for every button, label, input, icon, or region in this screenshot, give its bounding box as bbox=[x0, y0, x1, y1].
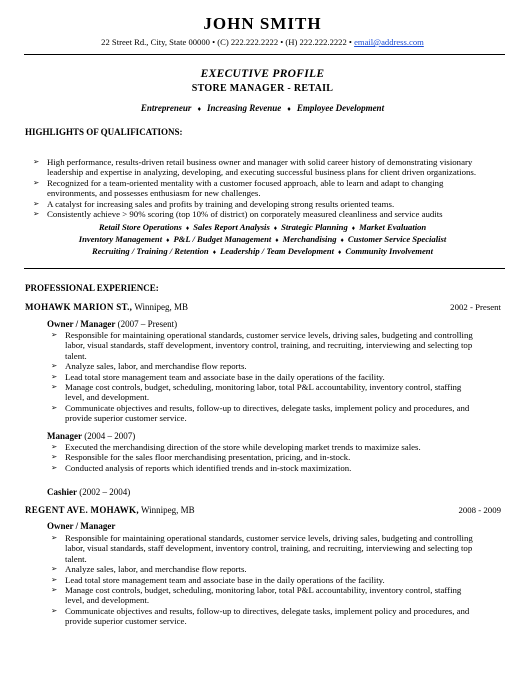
skill-item: Community Involvement bbox=[345, 246, 433, 256]
list-item: ➢ Conducted analysis of reports which identified trends and in-stock maximization. bbox=[47, 463, 512, 473]
role-title: Owner / Manager bbox=[47, 521, 116, 531]
focus-item: Entrepreneur bbox=[140, 103, 192, 113]
list-item: ➢ Communicate objectives and results, follow-up to directives, delegate tasks, implement policy and procedures, and bbox=[47, 403, 512, 413]
role-title: Manager (2004 – 2007) bbox=[47, 431, 136, 441]
highlights-heading: HIGHLIGHTS OF QUALIFICATIONS: bbox=[25, 127, 183, 137]
list-item: ➢ Consistently achieve > 90% scoring (top 10% of district) on corporately measured cleanliness and service audits bbox=[29, 209, 509, 219]
list-item: ➢ High performance, results-driven retail business owner and manager with solid career history of demonstrating visionary bbox=[29, 157, 509, 167]
candidate-name: JOHN SMITH bbox=[203, 14, 322, 33]
list-item: ➢ Lead total store management team and associate base in the daily operations of the facility. bbox=[47, 575, 512, 585]
section-divider bbox=[24, 268, 505, 269]
list-item-continued: level, and development. bbox=[65, 392, 150, 403]
list-item-continued: provide superior customer service. bbox=[65, 413, 187, 424]
list-item: ➢ Recognized for a team-oriented mentality with a customer focused approach, able to learn and adapt to changing bbox=[29, 178, 509, 188]
list-item: ➢ Lead total store management team and associate base in the daily operations of the facility. bbox=[47, 372, 512, 382]
role-title: Owner / Manager (2007 – Present) bbox=[47, 319, 178, 329]
list-item: ➢ Communicate objectives and results, follow-up to directives, delegate tasks, implement policy and procedures, and bbox=[47, 606, 512, 616]
list-item: ➢ A catalyst for increasing sales and profits by training and developing strong results oriented teams. bbox=[29, 199, 509, 209]
diamond-separator: ♦ bbox=[338, 249, 342, 256]
role-bullets bbox=[47, 330, 512, 424]
skill-item: Sales Report Analysis bbox=[193, 222, 270, 232]
list-item: ➢ Responsible for the sales floor merchandising presentation, pricing, and in-stock. bbox=[47, 452, 512, 462]
diamond-separator: ♦ bbox=[273, 225, 278, 232]
company-name: REGENT AVE. MOHAWK, Winnipeg, MB bbox=[25, 505, 195, 515]
employment-years: 2008 - 2009 bbox=[458, 505, 501, 515]
list-item-continued: talent. bbox=[65, 350, 87, 361]
diamond-separator: ♦ bbox=[287, 105, 291, 113]
skill-item: Merchandising bbox=[282, 234, 337, 244]
employment-years: 2002 - Present bbox=[450, 302, 501, 312]
contact-details: 22 Street Rd., City, State 00000 • (C) 222.222.2222 • (H) 222.222.2222 • bbox=[101, 37, 355, 47]
skill-item: P&L / Budget Management bbox=[173, 234, 272, 244]
skills-row bbox=[0, 222, 525, 232]
list-item: ➢ Analyze sales, labor, and merchandise flow reports. bbox=[47, 361, 512, 371]
role-bullets bbox=[47, 442, 512, 473]
skill-item: Recruiting / Training / Retention bbox=[92, 246, 209, 256]
diamond-separator: ♦ bbox=[166, 237, 170, 244]
list-item-continued: provide superior customer service. bbox=[65, 616, 187, 627]
list-item: ➢ Analyze sales, labor, and merchandise flow reports. bbox=[47, 564, 512, 574]
diamond-separator: ♦ bbox=[212, 249, 217, 256]
email-link[interactable]: email@address.com bbox=[354, 37, 424, 47]
focus-item: Increasing Revenue bbox=[207, 103, 282, 113]
focus-item: Employee Development bbox=[296, 103, 385, 113]
skills-row bbox=[0, 234, 525, 244]
diamond-separator: ♦ bbox=[185, 225, 190, 232]
skill-item: Market Evaluation bbox=[359, 222, 427, 232]
skills-row bbox=[0, 246, 525, 256]
diamond-separator: ♦ bbox=[275, 237, 279, 244]
list-item: ➢ Manage cost controls, budget, scheduling, monitoring labor, total P&L accountability, inventory control, staffing bbox=[47, 382, 512, 392]
skill-item: Leadership / Team Development bbox=[220, 246, 335, 256]
focus-areas bbox=[0, 103, 525, 113]
skill-item: Inventory Management bbox=[78, 234, 163, 244]
list-item-continued: leadership and expertise in analyzing, developing, and executing successful business plans for client driven organizations. bbox=[47, 167, 477, 178]
profile-title: EXECUTIVE PROFILE bbox=[200, 68, 325, 80]
skill-item: Strategic Planning bbox=[281, 222, 348, 232]
role-title: Cashier (2002 – 2004) bbox=[47, 487, 131, 497]
list-item: ➢ Manage cost controls, budget, scheduling, monitoring labor, total P&L accountability, inventory control, staffing bbox=[47, 585, 512, 595]
list-item: ➢ Executed the merchandising direction of the store while developing market trends to maximize sales. bbox=[47, 442, 512, 452]
diamond-separator: ♦ bbox=[197, 105, 202, 113]
list-item-continued: environments, and possesses enthusiasm for new challenges. bbox=[47, 188, 261, 199]
list-item-continued: talent. bbox=[65, 553, 87, 564]
list-item: ➢ Responsible for maintaining operational standards, customer service levels, driving sales, budgeting and controlling bbox=[47, 330, 512, 340]
profile-subtitle: STORE MANAGER - RETAIL bbox=[191, 83, 334, 94]
skill-item: Customer Service Specialist bbox=[347, 234, 447, 244]
skill-item: Retail Store Operations bbox=[98, 222, 182, 232]
diamond-separator: ♦ bbox=[351, 225, 356, 232]
header-divider bbox=[24, 54, 505, 55]
role-bullets bbox=[47, 533, 512, 627]
list-item-continued: level, and development. bbox=[65, 595, 150, 606]
experience-heading: PROFESSIONAL EXPERIENCE: bbox=[25, 283, 159, 293]
highlights-list bbox=[29, 157, 509, 219]
company-name: MOHAWK MARION ST., Winnipeg, MB bbox=[25, 302, 188, 312]
list-item-continued: labor, visual standards, staff development, inventory control, training, and recruiting, interviewing and selecting top bbox=[65, 340, 473, 351]
contact-line bbox=[0, 37, 525, 47]
diamond-separator: ♦ bbox=[340, 237, 344, 244]
list-item-continued: labor, visual standards, staff development, inventory control, training, and recruiting, interviewing and selecting top bbox=[65, 543, 473, 554]
list-item: ➢ Responsible for maintaining operational standards, customer service levels, driving sales, budgeting and controlling bbox=[47, 533, 512, 543]
